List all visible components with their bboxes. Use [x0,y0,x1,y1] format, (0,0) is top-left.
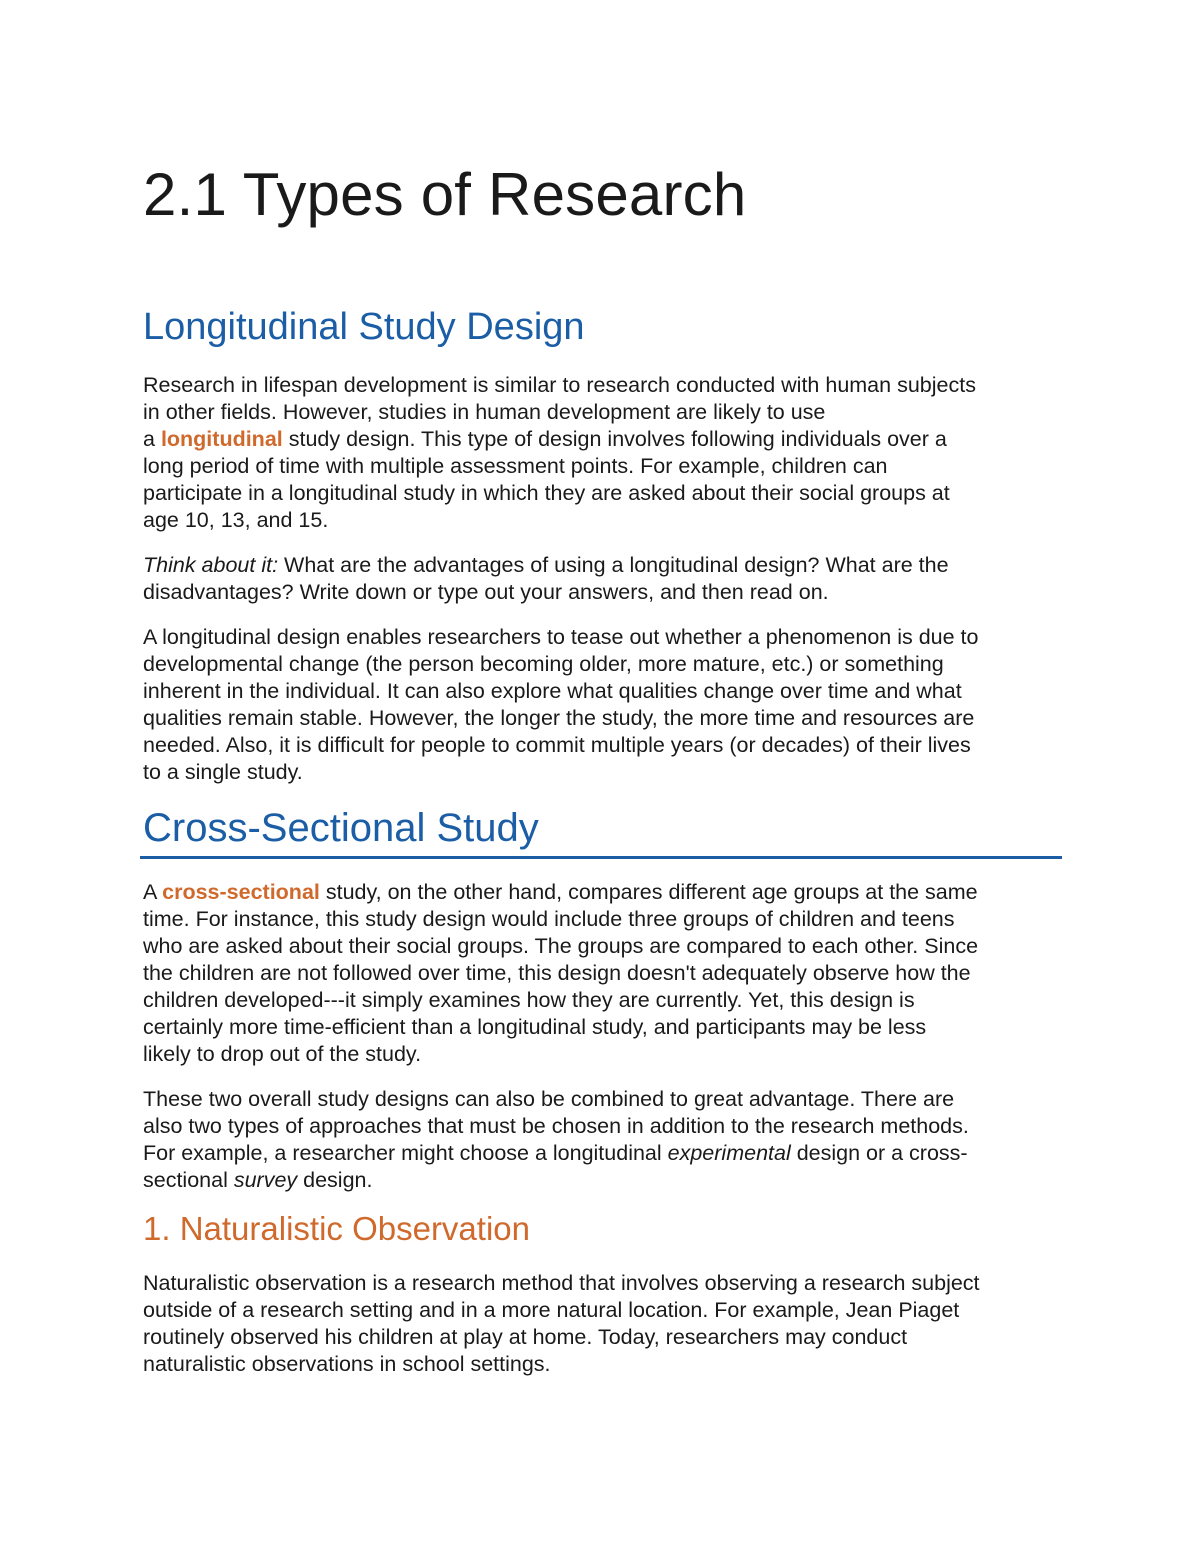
text-line: the children are not followed over time, this design doesn't adequately observe how the [143,961,971,985]
emphasis-survey: survey [233,1168,298,1192]
page-title: 2.1 Types of Research [143,161,747,228]
text-run: design. [297,1168,373,1192]
text-line: routinely observed his children at play at home. Today, researchers may conduct [143,1325,908,1349]
text-line: certainly more time-efficient than a longitudinal study, and participants may be less [143,1015,927,1039]
text-line: to a single study. [143,760,303,784]
emphasis-experimental: experimental [667,1141,791,1165]
text-line: qualities remain stable. However, the longer the study, the more time and resources are [143,706,975,730]
text-run: study, on the other hand, compares different age groups at the same [319,880,978,904]
text-run: sectional [143,1168,234,1192]
text-line [143,1167,1063,1194]
text-line [143,552,1063,579]
text-run: design or a cross- [790,1141,968,1165]
section-heading-naturalistic-observation: 1. Naturalistic Observation [143,1210,530,1247]
text-line: long period of time with multiple assessment points. For example, children can [143,454,888,478]
text-line: inherent in the individual. It can also explore what qualities change over time and what [143,679,962,703]
section-divider [140,856,1062,859]
text-run: study design. This type of design involves following individuals over a [282,427,947,451]
text-line: developmental change (the person becoming older, more mature, etc.) or something [143,652,944,676]
text-line: Naturalistic observation is a research method that involves observing a research subject [143,1271,980,1295]
text-line [143,879,1063,906]
text-line: also two types of approaches that must be chosen in addition to the research methods. [143,1114,969,1138]
text-line: needed. Also, it is difficult for people to commit multiple years (or decades) of their lives [143,733,971,757]
cross-sectional-paragraph-1 [143,879,1063,1068]
text-line: likely to drop out of the study. [143,1042,422,1066]
text-run: What are the advantages of using a longitudinal design? What are the [278,553,949,577]
text-line: disadvantages? Write down or type out your answers, and then read on. [143,580,829,604]
text-line: children developed---it simply examines how they are currently. Yet, this design is [143,988,915,1012]
text-line: A longitudinal design enables researchers to tease out whether a phenomenon is due to [143,625,979,649]
text-line [143,426,1063,453]
keyword-longitudinal: longitudinal [160,427,283,451]
longitudinal-paragraph-3 [143,624,1063,786]
text-line: age 10, 13, and 15. [143,508,329,532]
text-line [143,1140,1063,1167]
text-line: in other fields. However, studies in human development are likely to use [143,400,826,424]
longitudinal-paragraph-1 [143,372,1063,534]
cross-sectional-paragraph-2 [143,1086,1063,1194]
think-about-it-paragraph [143,552,1063,606]
text-line: outside of a research setting and in a more natural location. For example, Jean Piaget [143,1298,960,1322]
text-line: Research in lifespan development is similar to research conducted with human subjects [143,373,976,397]
text-line: who are asked about their social groups. The groups are compared to each other. Since [143,934,979,958]
keyword-cross-sectional: cross-sectional [162,880,320,904]
text-run: a [143,427,161,451]
text-line: These two overall study designs can also be combined to great advantage. There are [143,1087,955,1111]
think-about-it-label: Think about it: [143,553,279,577]
text-run: A [143,880,163,904]
section-heading-longitudinal: Longitudinal Study Design [143,306,585,348]
text-line: naturalistic observations in school settings. [143,1352,551,1376]
naturalistic-observation-paragraph [143,1270,1063,1378]
section-heading-cross-sectional: Cross-Sectional Study [143,806,539,850]
text-line: participate in a longitudinal study in which they are asked about their social groups at [143,481,950,505]
text-line: time. For instance, this study design would include three groups of children and teens [143,907,955,931]
text-run: For example, a researcher might choose a longitudinal [143,1141,668,1165]
